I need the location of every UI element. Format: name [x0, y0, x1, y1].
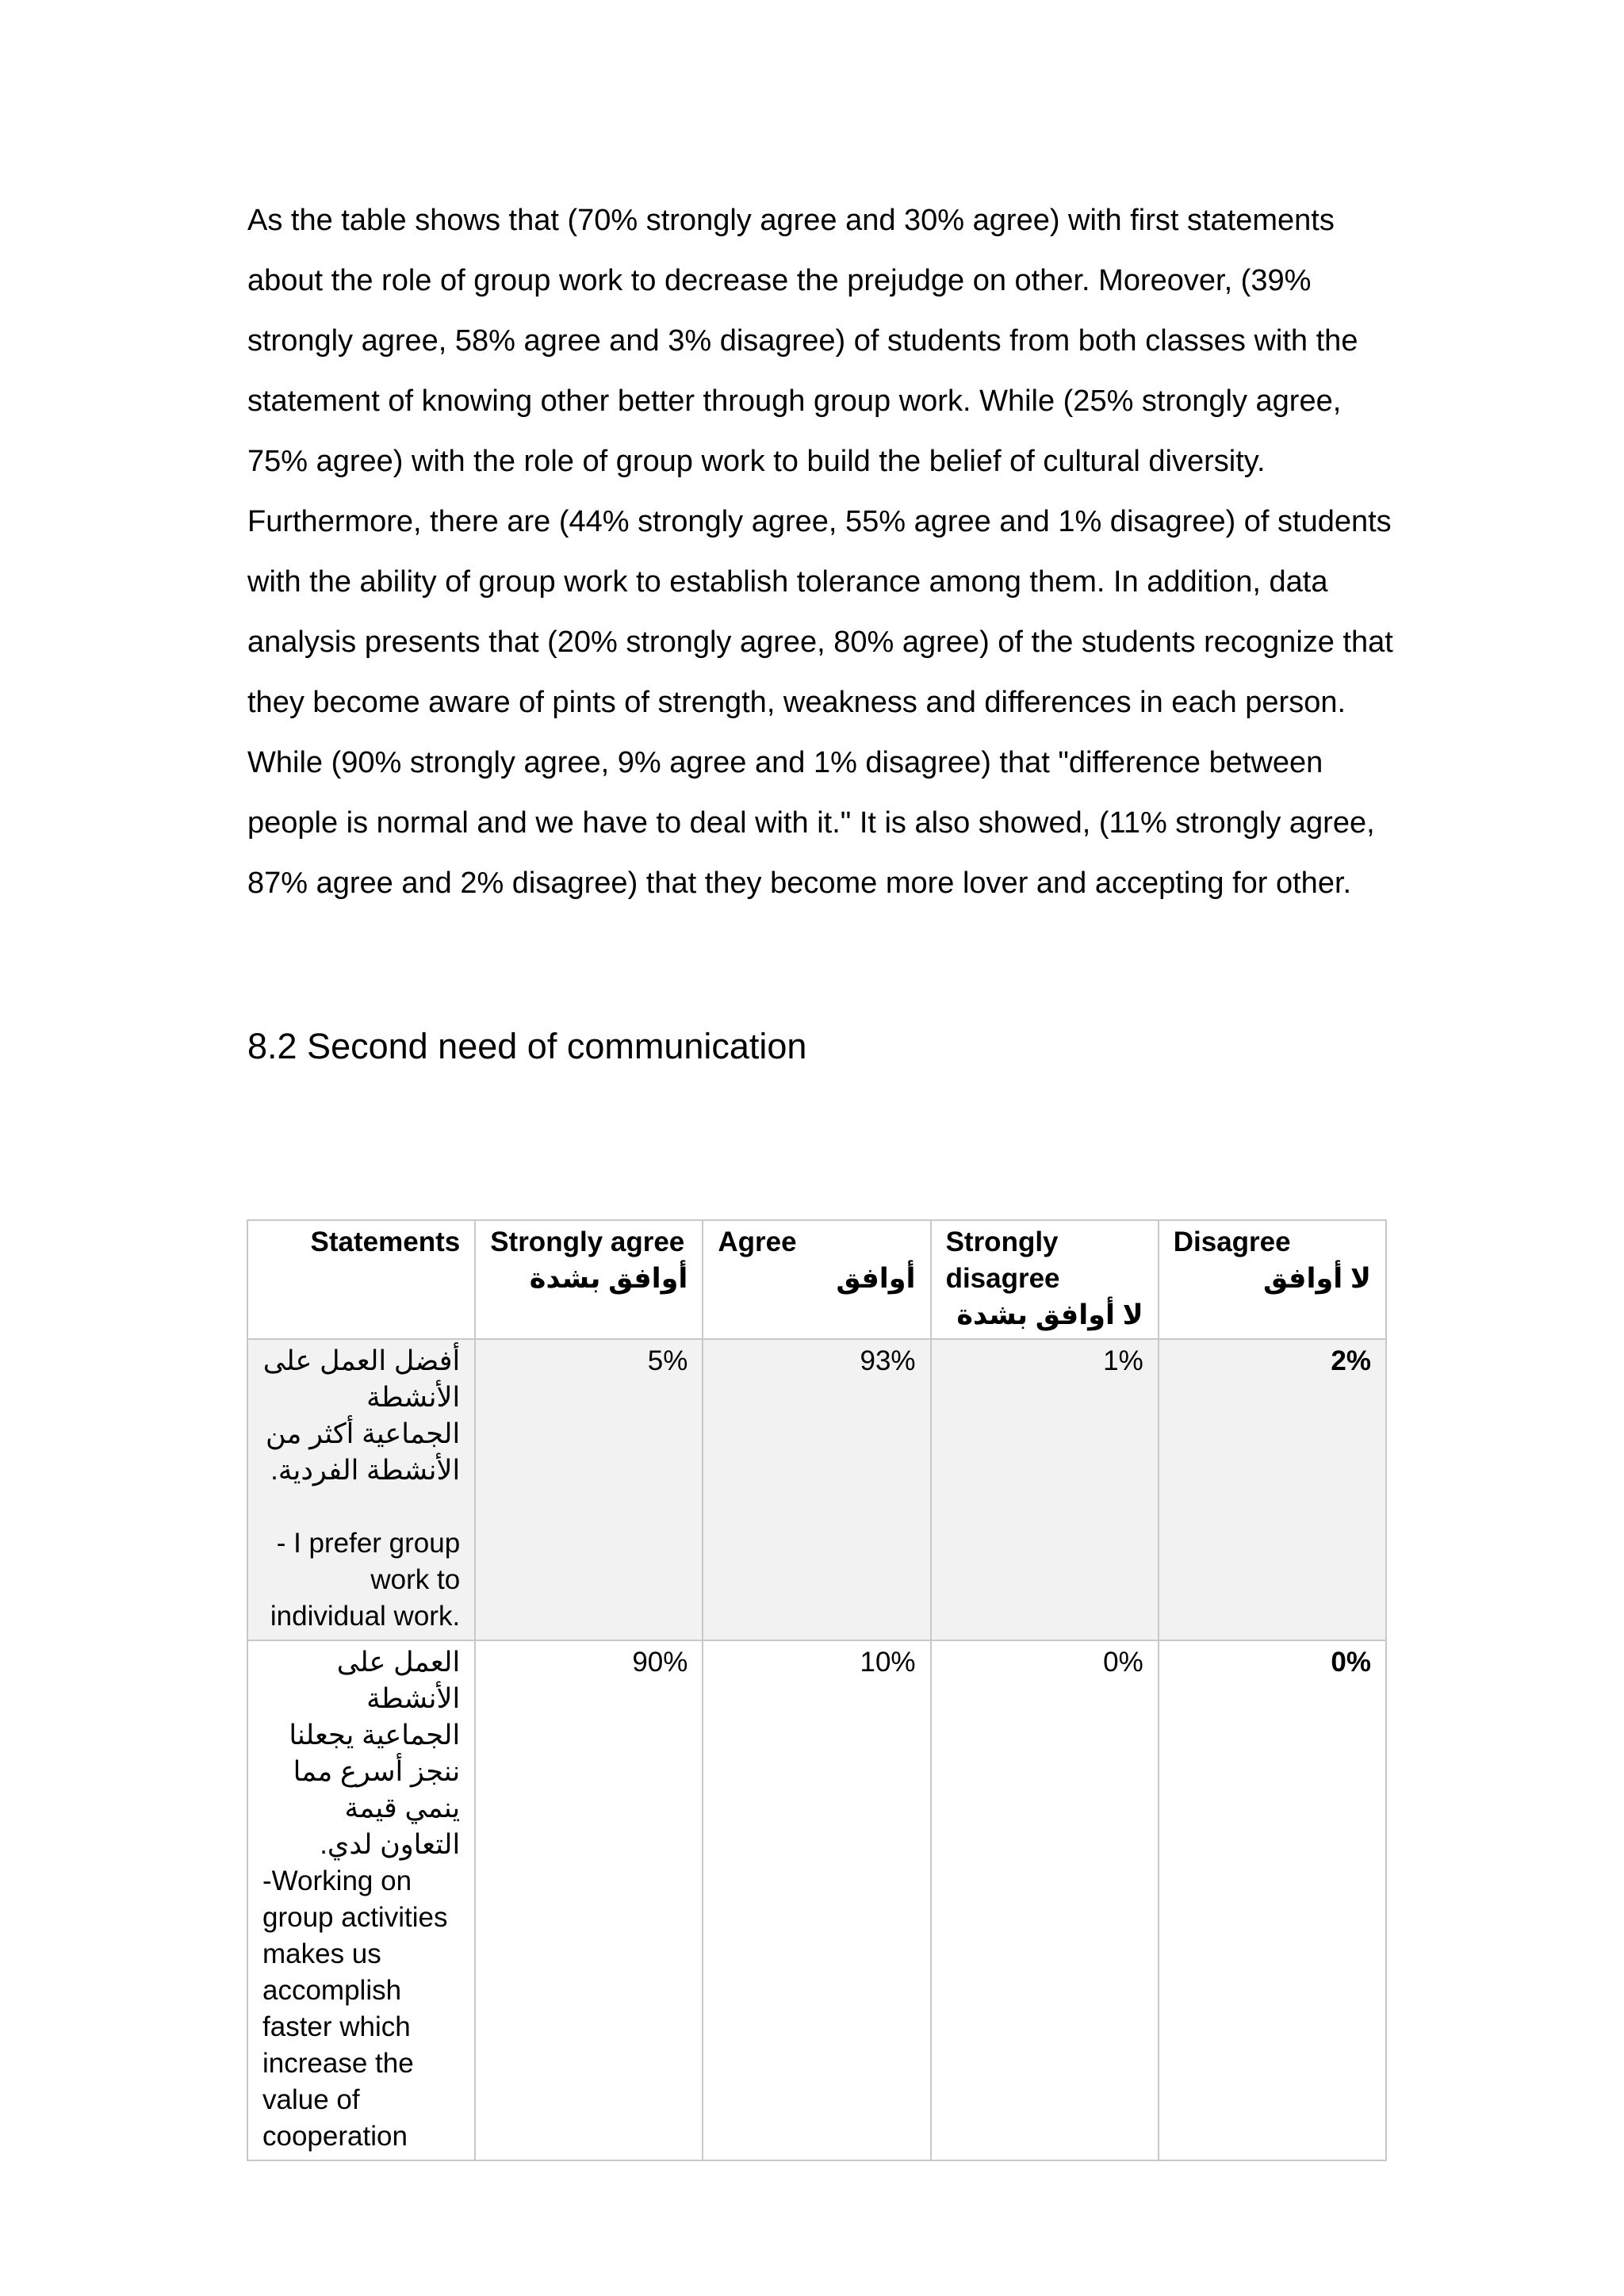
table-row: [247, 1339, 1386, 1640]
statement-arabic: العمل على الأنشطة الجماعية يجعلنا ننجز أسرع مما ينمي قيمة التعاون لدي.: [289, 1647, 461, 1860]
header-strongly-agree-en: Strongly agree: [490, 1226, 685, 1257]
statement-arabic: أفضل العمل على الأنشطة الجماعية أكثر من الأنشطة الفردية.: [262, 1345, 461, 1486]
strongly-disagree-value: 0%: [931, 1640, 1159, 2160]
strongly-agree-value: 5%: [475, 1339, 703, 1640]
disagree-value: 0%: [1159, 1640, 1386, 2160]
section-heading: 8.2 Second need of communication: [247, 1026, 807, 1066]
statement-english: -Working on group activities makes us accomplish faster which increase the value of cooperation: [262, 1866, 448, 2152]
statement-cell: [247, 1339, 475, 1640]
header-agree-en: Agree: [718, 1226, 797, 1257]
header-statements: [247, 1220, 475, 1339]
header-strongly-agree: [475, 1220, 703, 1339]
statement-english: - I prefer group work to individual work.: [270, 1528, 461, 1632]
disagree-value: 2%: [1159, 1339, 1386, 1640]
survey-table: [247, 1219, 1387, 2161]
header-agree: [703, 1220, 930, 1339]
header-strongly-disagree-en: Strongly disagree: [945, 1226, 1060, 1294]
agree-value: 10%: [703, 1640, 930, 2160]
table-header-row: [247, 1220, 1386, 1339]
header-disagree-ar: لا أوافق: [1262, 1263, 1371, 1294]
strongly-disagree-value: 1%: [931, 1339, 1159, 1640]
header-agree-ar: أوافق: [836, 1263, 916, 1294]
body-paragraph: As the table shows that (70% strongly agree and 30% agree) with first statements about the role of group work to decrease the prejudge on other. Moreover, (39% strongly agree, 58% agree and 3% disagree) of students from both classes with the statement of knowing other better through group work. While (25% strongly agree, 75% agree) with the role of group work to build the belief of cultural diversity. Furthermore, there are (44% strongly agree, 55% agree and 1% disagree) of students with the ability of group work to establish tolerance among them. In addition, data analysis presents that (20% strongly agree, 80% agree) of the students recognize that they become aware of pints of strength, weakness and differences in each person. While (90% strongly agree, 9% agree and 1% disagree) that "difference between people is normal and we have to deal with it." It is also showed, (11% strongly agree, 87% agree and 2% disagree) that they become more lover and accepting for other.: [247, 204, 1393, 900]
agree-value: 93%: [703, 1339, 930, 1640]
header-statements-label: Statements: [310, 1226, 461, 1257]
strongly-agree-value: 90%: [475, 1640, 703, 2160]
header-strongly-disagree-ar: لا أوافق بشدة: [956, 1299, 1143, 1330]
header-strongly-agree-ar: أوافق بشدة: [529, 1263, 688, 1294]
table-row: [247, 1640, 1386, 2160]
statement-cell: [247, 1640, 475, 2160]
header-strongly-disagree: [931, 1220, 1159, 1339]
header-disagree-en: Disagree: [1173, 1226, 1291, 1257]
statement-gap: [262, 1489, 460, 1525]
header-disagree: [1159, 1220, 1386, 1339]
